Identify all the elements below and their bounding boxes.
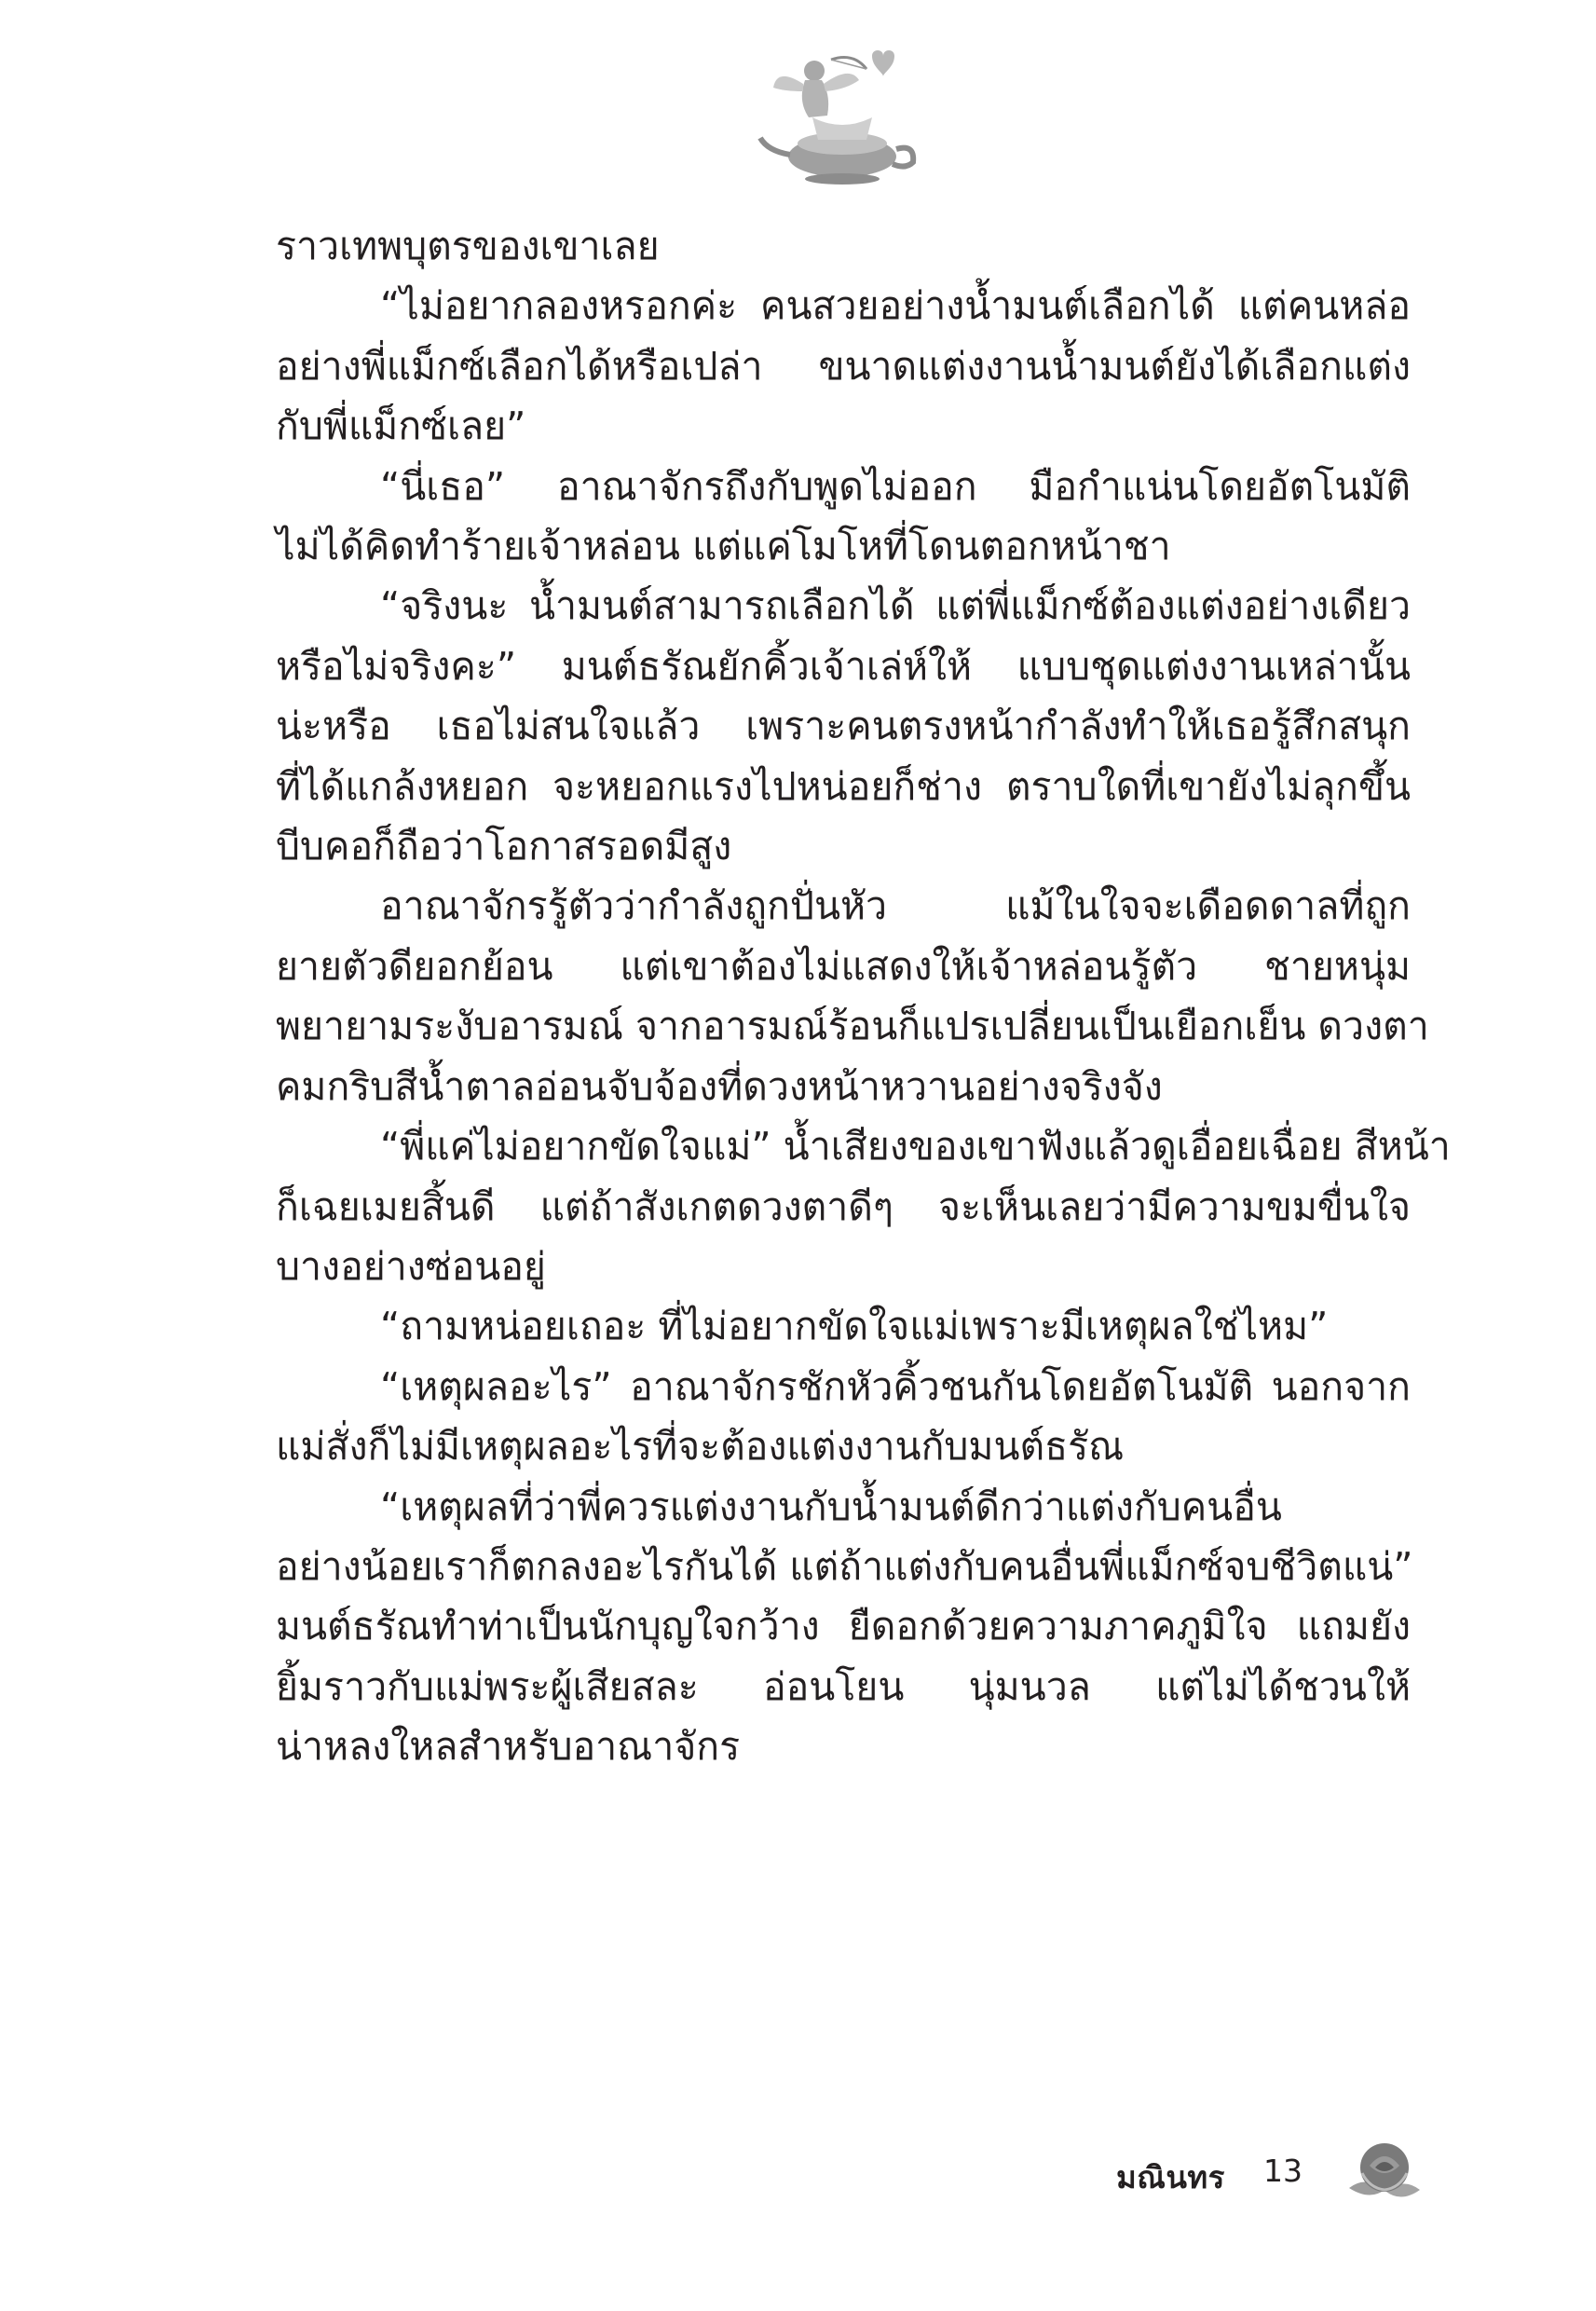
paragraph-line: อย่างน้อยเราก็ตกลงอะไรกันได้ แต่ถ้าแต่งกับคนอื่นพี่แม็กซ์จบชีวิตแน่” [276, 1543, 1413, 1589]
paragraph-line: คมกริบสีน้ำตาลอ่อนจับจ้องที่ดวงหน้าหวานอย่างจริงจัง [276, 1063, 1163, 1109]
paragraph-line: บีบคอก็ถือว่าโอกาสรอดมีสูง [276, 824, 732, 869]
paragraph-line: ราวเทพบุตรของเขาเลย [276, 224, 660, 268]
paragraph-line: มนต์ธรัณทำท่าเป็นนักบุญใจกว้าง ยืดอกด้วยความภาคภูมิใจ แถมยัง [276, 1604, 1411, 1649]
paragraph-line: ก็เฉยเมยสิ้นดี แต่ถ้าสังเกตดวงตาดีๆ จะเห็นเลยว่ามีความขมขื่นใจ [276, 1183, 1411, 1229]
paragraph-line: “พี่แค่ไม่อยากขัดใจแม่” น้ำเสียงของเขาฟังแล้วดูเอื่อยเฉื่อย สีหน้า [380, 1124, 1451, 1169]
cupid-teapot-ornament-icon [757, 47, 920, 186]
paragraph-line: ยิ้มราวกับแม่พระผู้เสียสละ อ่อนโยน นุ่มนวล แต่ไม่ได้ชวนให้ [276, 1663, 1411, 1709]
paragraph-line: “นี่เธอ” อาณาจักรถึงกับพูดไม่ออก มือกำแน่นโดยอัตโนมัติ [380, 463, 1411, 509]
page-number: 13 [1263, 2153, 1303, 2189]
paragraph-line: กับพี่แม็กซ์เลย” [276, 403, 526, 449]
paragraph-line: “จริงนะ น้ำมนต์สามารถเลือกได้ แต่พี่แม็กซ์ต้องแต่งอย่างเดียว [380, 583, 1411, 629]
paragraph-line: ที่ได้แกล้งหยอก จะหยอกแรงไปหน่อยก็ช่าง ตราบใดที่เขายังไม่ลุกขึ้น [276, 763, 1411, 809]
paragraph-line: หรือไม่จริงคะ” มนต์ธรัณยักคิ้วเจ้าเล่ห์ให้ แบบชุดแต่งงานเหล่านั้น [276, 643, 1411, 689]
paragraph-line: ไม่ได้คิดทำร้ายเจ้าหล่อน แต่แค่โมโหที่โดนตอกหน้าชา [276, 524, 1171, 569]
paragraph-line: อาณาจักรรู้ตัวว่ากำลังถูกปั่นหัว แม้ในใจจะเดือดดาลที่ถูก [380, 883, 1411, 929]
paragraph-line: อย่างพี่แม็กซ์เลือกได้หรือเปล่า ขนาดแต่งงานน้ำมนต์ยังได้เลือกแต่ง [276, 343, 1411, 389]
rose-icon [1342, 2134, 1427, 2208]
paragraph-line: แม่สั่งก็ไม่มีเหตุผลอะไรที่จะต้องแต่งงานกับมนต์ธรัณ [276, 1424, 1125, 1470]
paragraph-line: พยายามระงับอารมณ์ จากอารมณ์ร้อนก็แปรเปลี่ยนเป็นเยือกเย็น ดวงตา [276, 1004, 1429, 1049]
paragraph-line: บางอย่างซ่อนอยู่ [276, 1243, 546, 1289]
paragraph-line: “ไม่อยากลองหรอกค่ะ คนสวยอย่างน้ำมนต์เลือกได้ แต่คนหล่อ [380, 283, 1411, 329]
paragraph-line: “เหตุผลที่ว่าพี่ควรแต่งงานกับน้ำมนต์ดีกว่าแต่งกับคนอื่น [380, 1484, 1282, 1529]
footer-author: มณินทร [1116, 2159, 1225, 2195]
paragraph-line: ยายตัวดียอกย้อน แต่เขาต้องไม่แสดงให้เจ้าหล่อนรู้ตัว ชายหนุ่ม [276, 943, 1411, 989]
paragraph-line: “เหตุผลอะไร” อาณาจักรชักหัวคิ้วชนกันโดยอัตโนมัติ นอกจาก [380, 1363, 1411, 1409]
paragraph-line: น่ะหรือ เธอไม่สนใจแล้ว เพราะคนตรงหน้ากำลังทำให้เธอรู้สึกสนุก [276, 704, 1411, 749]
paragraph-line: น่าหลงใหลสำหรับอาณาจักร [276, 1724, 741, 1770]
paragraph-line: “ถามหน่อยเถอะ ที่ไม่อยากขัดใจแม่เพราะมีเหตุผลใช่ไหม” [380, 1304, 1329, 1349]
body-text [276, 216, 1451, 1777]
